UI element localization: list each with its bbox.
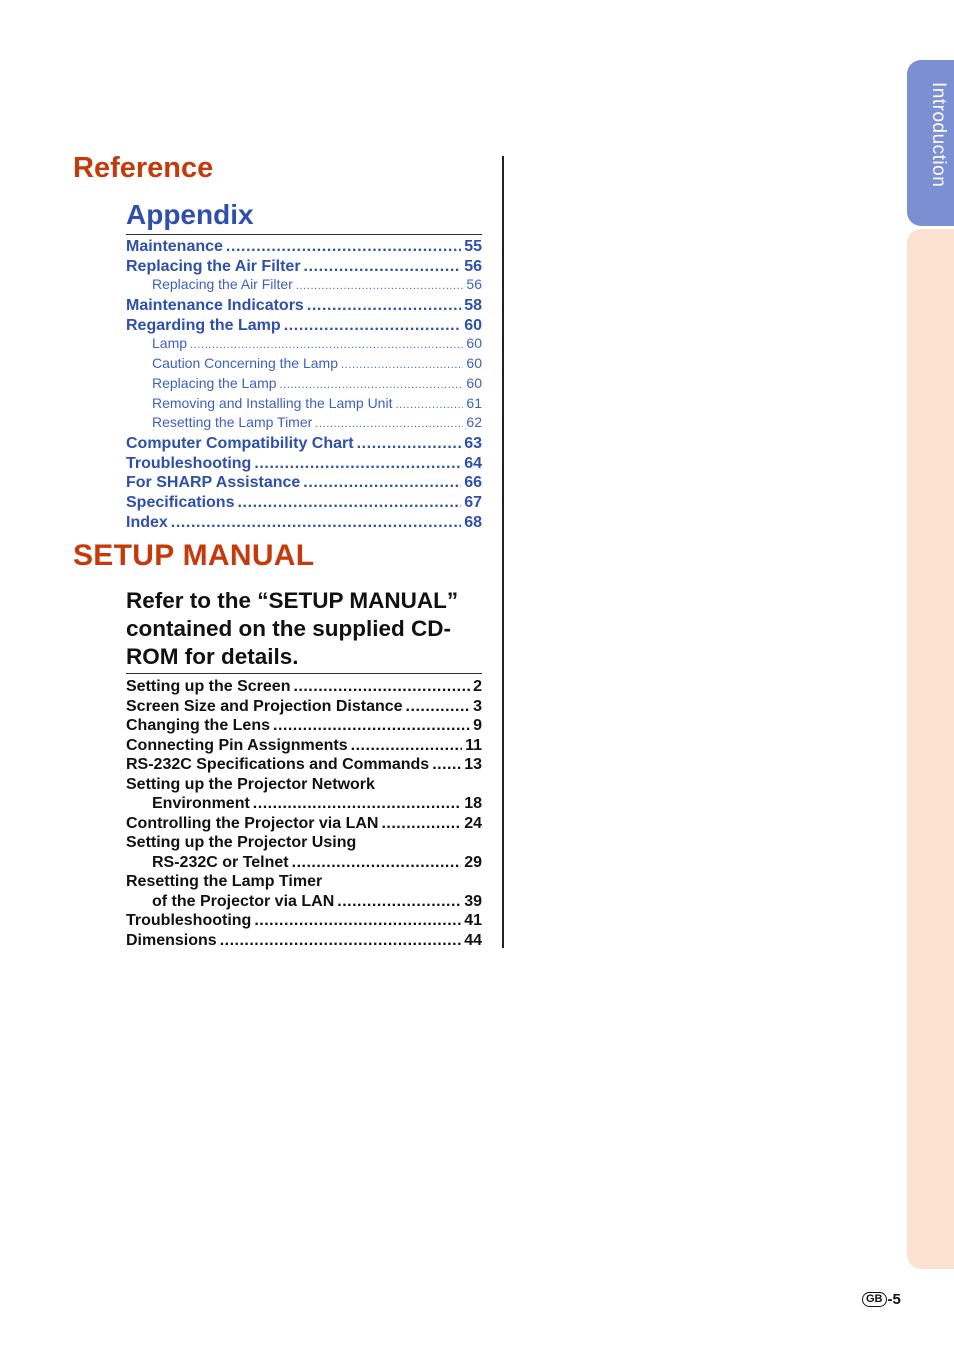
toc-entry-page: 39 [464,892,482,910]
toc-entry[interactable] [126,276,482,296]
toc-entry-title: Maintenance Indicators [126,296,304,314]
toc-leader-dots [395,395,463,415]
toc-entry-title: Environment [152,795,250,812]
toc-entry-title: Changing the Lens [126,717,270,734]
toc-entry-title: Regarding the Lamp [126,316,281,334]
toc-entry-title: Dimensions [126,931,217,949]
toc-leader-dots [381,814,461,834]
toc-entry[interactable] [126,736,482,756]
toc-leader-dots [280,375,464,395]
toc-leader-dots [292,853,462,873]
toc-entry-page: 60 [464,316,482,334]
toc-entry-page: 56 [464,257,482,275]
toc-entry[interactable] [126,697,482,717]
toc-entry-page: 18 [464,795,482,812]
toc-entry-page: 2 [473,678,482,695]
toc-entry-first-line: Resetting the Lamp Timer [126,873,323,890]
toc-entry-page: 61 [466,394,482,411]
page-number-value: -5 [887,1291,901,1308]
toc-entry[interactable] [126,316,482,336]
toc-entry-page: 9 [473,717,482,734]
side-color-strip [907,229,954,1269]
toc-entry[interactable] [126,237,482,257]
toc-entry[interactable] [126,473,482,493]
toc-entry[interactable] [126,375,482,395]
toc-entry-page: 68 [464,513,482,531]
toc-leader-dots [190,335,463,355]
toc-entry-page: 60 [466,335,482,352]
toc-entry-title: Index [126,513,168,531]
toc-entry-page: 66 [464,474,482,492]
toc-entry-title: Replacing the Air Filter [126,257,301,275]
toc-leader-dots [293,677,470,697]
toc-entry-page: 13 [464,756,482,773]
toc-entry[interactable] [126,716,482,736]
toc-leader-dots [337,892,461,912]
toc-leader-dots [171,513,461,533]
toc-leader-dots [226,237,461,257]
toc-entry-page: 58 [464,296,482,314]
toc-entry-title: Specifications [126,493,235,511]
toc-entry-title: Maintenance [126,238,223,255]
toc-leader-dots [303,473,461,493]
toc-entry-page: 67 [464,493,482,511]
toc-leader-dots [284,316,462,336]
toc-entry-page: 55 [464,238,482,255]
toc-entry-page: 62 [466,414,482,431]
toc-entry-page: 44 [464,931,482,949]
setup-manual-intro: Refer to the “SETUP MANUAL” contained on the supplied CD-ROM for details. [126,587,482,674]
toc-entry-title: Replacing the Lamp [152,374,277,391]
toc-entry-first-line: Setting up the Projector Using [126,834,357,851]
section-tab-introduction[interactable] [907,60,954,226]
toc-leader-dots [220,931,462,951]
toc-entry-title: RS-232C Specifications and Commands [126,756,430,773]
appendix-toc [126,237,482,532]
toc-entry-page: 63 [464,435,482,453]
toc-entry[interactable] [126,434,482,454]
toc-entry[interactable] [126,414,482,434]
toc-entry[interactable] [126,454,482,474]
toc-entry-title: Screen Size and Projection Distance [126,697,403,715]
toc-entry-page: 24 [464,814,482,832]
toc-leader-dots [237,493,461,513]
toc-leader-dots [351,736,462,756]
toc-entry-first-line: Setting up the Projector Network [126,775,375,793]
toc-entry-page: 41 [464,912,482,929]
toc-entry[interactable] [126,355,482,375]
toc-entry-title: Connecting Pin Assignments [126,736,348,754]
toc-leader-dots [253,794,461,814]
toc-entry-title: Removing and Installing the Lamp Unit [152,394,393,411]
toc-entry-title: Troubleshooting [126,912,252,929]
toc-entry-title: Caution Concerning the Lamp [152,354,339,371]
toc-entry-title: Setting up the Screen [126,678,291,695]
toc-leader-dots [406,697,471,717]
toc-leader-dots [432,755,461,775]
toc-entry[interactable] [126,395,482,415]
toc-entry[interactable] [126,493,482,513]
toc-entry[interactable] [126,911,482,931]
toc-entry[interactable] [126,853,482,873]
setup-manual-toc [126,677,482,950]
toc-leader-dots [357,434,462,454]
toc-entry-title: RS-232C or Telnet [152,853,289,871]
toc-entry-page: 3 [473,697,482,715]
toc-leader-dots [315,414,463,434]
toc-entry[interactable] [126,814,482,834]
toc-entry-page: 29 [464,853,482,871]
toc-leader-dots [273,716,470,736]
toc-leader-dots [307,296,461,316]
toc-entry[interactable] [126,335,482,355]
section-tab-label: Introduction [928,82,949,188]
toc-entry[interactable] [126,257,482,277]
toc-entry-title: Resetting the Lamp Timer [152,414,313,431]
toc-entry[interactable] [126,296,482,316]
toc-entry-page: 56 [466,276,482,293]
toc-entry-title: Controlling the Projector via LAN [126,814,379,832]
reference-heading: Reference [73,152,214,184]
appendix-heading: Appendix [126,199,482,235]
toc-entry[interactable] [126,892,482,912]
toc-entry-page: 60 [466,374,482,391]
toc-entry-title: Computer Compatibility Chart [126,435,354,453]
toc-entry-page: 64 [464,454,482,472]
setup-manual-heading: SETUP MANUAL [73,539,315,572]
toc-leader-dots [341,355,463,375]
page-number [862,1291,901,1308]
toc-entry-page: 11 [465,736,482,754]
toc-leader-dots [304,257,462,277]
toc-entry[interactable] [126,931,482,951]
toc-entry-title: Replacing the Air Filter [152,276,293,293]
toc-leader-dots [254,911,461,931]
toc-entry-page: 60 [466,354,482,371]
toc-leader-dots [296,276,464,296]
toc-entry-title: Troubleshooting [126,454,252,472]
toc-leader-dots [254,454,461,474]
toc-entry-title: of the Projector via LAN [152,892,335,910]
toc-entry-title: For SHARP Assistance [126,474,301,492]
column-divider [502,156,504,948]
region-badge: GB [862,1292,887,1307]
toc-entry-title: Lamp [152,335,188,352]
toc-entry[interactable] [126,755,482,775]
toc-entry[interactable] [126,794,482,814]
toc-entry[interactable] [126,677,482,697]
toc-entry[interactable] [126,513,482,533]
